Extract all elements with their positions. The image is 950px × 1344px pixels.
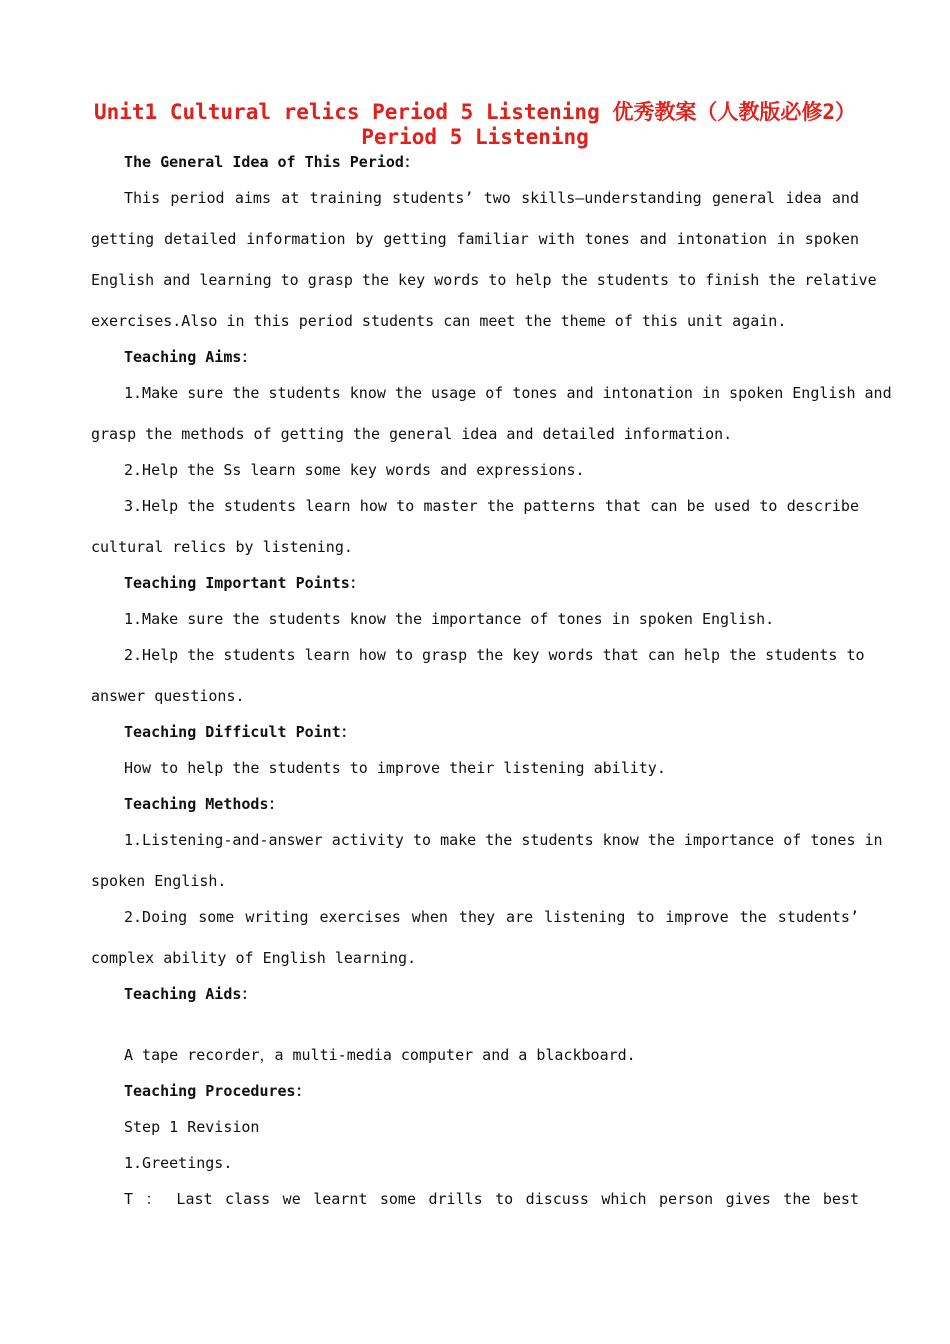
section-heading-aids: Teaching Aids： bbox=[124, 985, 257, 1003]
paragraph-line: 2.Help the Ss learn some key words and expressions. bbox=[124, 461, 585, 479]
paragraph-line: 1.Listening-and-answer activity to make the students know the importance of tones in bbox=[124, 831, 883, 849]
paragraph-line: cultural relics by listening. bbox=[91, 538, 353, 556]
paragraph-line: 1.Make sure the students know the importance of tones in spoken English. bbox=[124, 610, 775, 628]
paragraph-line: How to help the students to improve their listening ability. bbox=[124, 759, 666, 777]
section-heading-procedures: Teaching Procedures： bbox=[124, 1082, 311, 1100]
paragraph-line: English and learning to grasp the key words to help the students to finish the relative bbox=[91, 271, 877, 289]
paragraph-line: exercises.Also in this period students can meet the theme of this unit again. bbox=[91, 312, 787, 330]
section-heading-general-idea: The General Idea of This Period： bbox=[124, 153, 419, 171]
paragraph-line: 3.Help the students learn how to master the patterns that can be used to describe bbox=[124, 497, 859, 515]
paragraph-line: answer questions. bbox=[91, 687, 245, 705]
paragraph-line: A tape recorder，a multi-media computer and a blackboard. bbox=[124, 1046, 636, 1064]
paragraph-line: 1.Make sure the students know the usage of tones and intonation in spoken English and bbox=[124, 384, 892, 402]
paragraph-line: 2.Doing some writing exercises when they are listening to improve the students’ bbox=[124, 908, 859, 926]
document-subtitle: Period 5 Listening bbox=[361, 125, 589, 149]
section-heading-difficult-point: Teaching Difficult Point： bbox=[124, 723, 356, 741]
section-heading-important-points: Teaching Important Points： bbox=[124, 574, 365, 592]
paragraph-line: This period aims at training students’ two skills—understanding general idea and bbox=[124, 189, 859, 207]
section-heading-aims: Teaching Aims： bbox=[124, 348, 257, 366]
document-title: Unit1 Cultural relics Period 5 Listening 优秀教案（人教版必修2） bbox=[93, 100, 856, 124]
paragraph-line: getting detailed information by getting familiar with tones and intonation in spoken bbox=[91, 230, 859, 248]
paragraph-line: 2.Help the students learn how to grasp the key words that can help the students to bbox=[124, 646, 865, 664]
paragraph-line: T ： Last class we learnt some drills to discuss which person gives the best bbox=[124, 1190, 859, 1208]
paragraph-line: spoken English. bbox=[91, 872, 227, 890]
section-heading-methods: Teaching Methods： bbox=[124, 795, 284, 813]
paragraph-line: complex ability of English learning. bbox=[91, 949, 417, 967]
paragraph-line: grasp the methods of getting the general idea and detailed information. bbox=[91, 425, 733, 443]
paragraph-line: 1.Greetings. bbox=[124, 1154, 233, 1172]
paragraph-line: Step 1 Revision bbox=[124, 1118, 260, 1136]
